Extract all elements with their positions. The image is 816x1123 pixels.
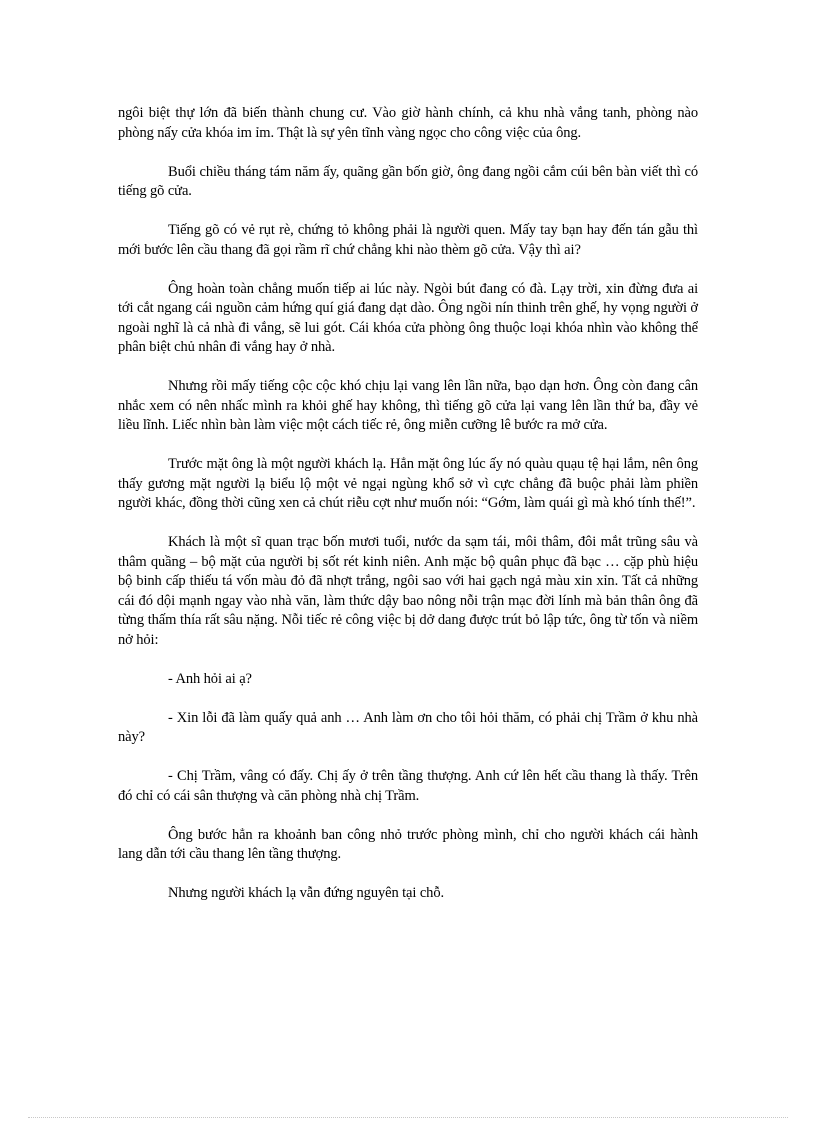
page-bottom-divider: [28, 1117, 788, 1118]
dialogue-line: - Anh hỏi ai ạ?: [168, 670, 252, 687]
document-body: [118, 104, 698, 923]
paragraph: Ông hoàn toàn chẳng muốn tiếp ai lúc này. Ngòi bút đang có đà. Lạy trời, xin đừng đưa ai tới cắt ngang cái nguồn cảm hứng quí giá đang dạt dào. Ông ngồi nín thinh trên ghế, hy vọng người ở ngoài nghĩ là cả nhà đi vắng, sẽ lui gót. Cái khóa cửa phòng ông thuộc loại khóa nhìn vào không thể phân biệt chủ nhân đi vắng hay ở nhà.: [118, 280, 698, 355]
dialogue-line: - Xin lỗi đã làm quấy quả anh … Anh làm ơn cho tôi hỏi thăm, có phải chị Trầm ở khu nhà này?: [118, 709, 698, 745]
paragraph: Nhưng người khách lạ vẫn đứng nguyên tại chỗ.: [168, 885, 445, 901]
paragraph: Ông bước hẳn ra khoảnh ban công nhỏ trước phòng mình, chỉ cho người khách cái hành lang dẫn tới cầu thang lên tầng thượng.: [118, 826, 698, 862]
paragraph: Khách là một sĩ quan trạc bốn mươi tuổi, nước da sạm tái, môi thâm, đôi mắt trũng sâu và thâm quầng – bộ mặt của người bị sốt rét kinh niên. Anh mặc bộ quân phục đã bạc … cặp phù hiệu bộ binh cấp thiếu tá vốn màu đỏ đã nhợt trắng, ngôi sao với hai gạch ngả màu xin xỉn. Tất cả những cái đó dội mạnh ngay vào nhà văn, làm thức dậy bao nông nỗi trận mạc đời lính mà bản thân ông đã từng thấm thía rất sâu nặng. Nỗi tiếc rẻ công việc bị dở dang được trút bỏ lập tức, ông từ tốn và niềm nở hỏi:: [118, 534, 698, 648]
paragraph: ngôi biệt thự lớn đã biến thành chung cư. Vào giờ hành chính, cả khu nhà vắng tanh, phòng nào phòng nấy cửa khóa im ỉm. Thật là sự yên tĩnh vàng ngọc cho công việc của ông.: [118, 105, 698, 141]
dialogue-line: - Chị Trầm, vâng có đấy. Chị ấy ở trên tầng thượng. Anh cứ lên hết cầu thang là thấy. Trên đó chỉ có cái sân thượng và căn phòng nhà chị Trầm.: [118, 768, 698, 804]
paragraph: Tiếng gõ có vẻ rụt rè, chứng tỏ không phải là người quen. Mấy tay bạn hay đến tán gẫu thì mới bước lên cầu thang đã gọi rầm rĩ chứ chẳng khi nào thèm gõ cửa. Vậy thì ai?: [118, 222, 698, 258]
paragraph: Buổi chiều tháng tám năm ấy, quãng gần bốn giờ, ông đang ngồi cắm cúi bên bàn viết thì có tiếng gõ cửa.: [118, 163, 698, 199]
paragraph: Nhưng rồi mấy tiếng cộc cộc khó chịu lại vang lên lần nữa, bạo dạn hơn. Ông còn đang cân nhắc xem có nên nhấc mình ra khỏi ghế hay không, thì tiếng gõ cửa lại vang lên lần thứ ba, đầy vẻ liều lĩnh. Liếc nhìn bàn làm việc một cách tiếc rẻ, ông miễn cưỡng lê bước ra mở cửa.: [118, 378, 698, 433]
paragraph: Trước mặt ông là một người khách lạ. Hẳn mặt ông lúc ấy nó quàu quạu tệ hại lắm, nên ông thấy gương mặt người lạ biểu lộ một vẻ ngại ngùng khổ sở vì cực chẳng đã buộc phải làm phiền người khác, đồng thời cũng xen cả chút riễu cợt như muốn nói: “Gớm, làm quái gì mà khó tính thế!”.: [118, 456, 698, 511]
